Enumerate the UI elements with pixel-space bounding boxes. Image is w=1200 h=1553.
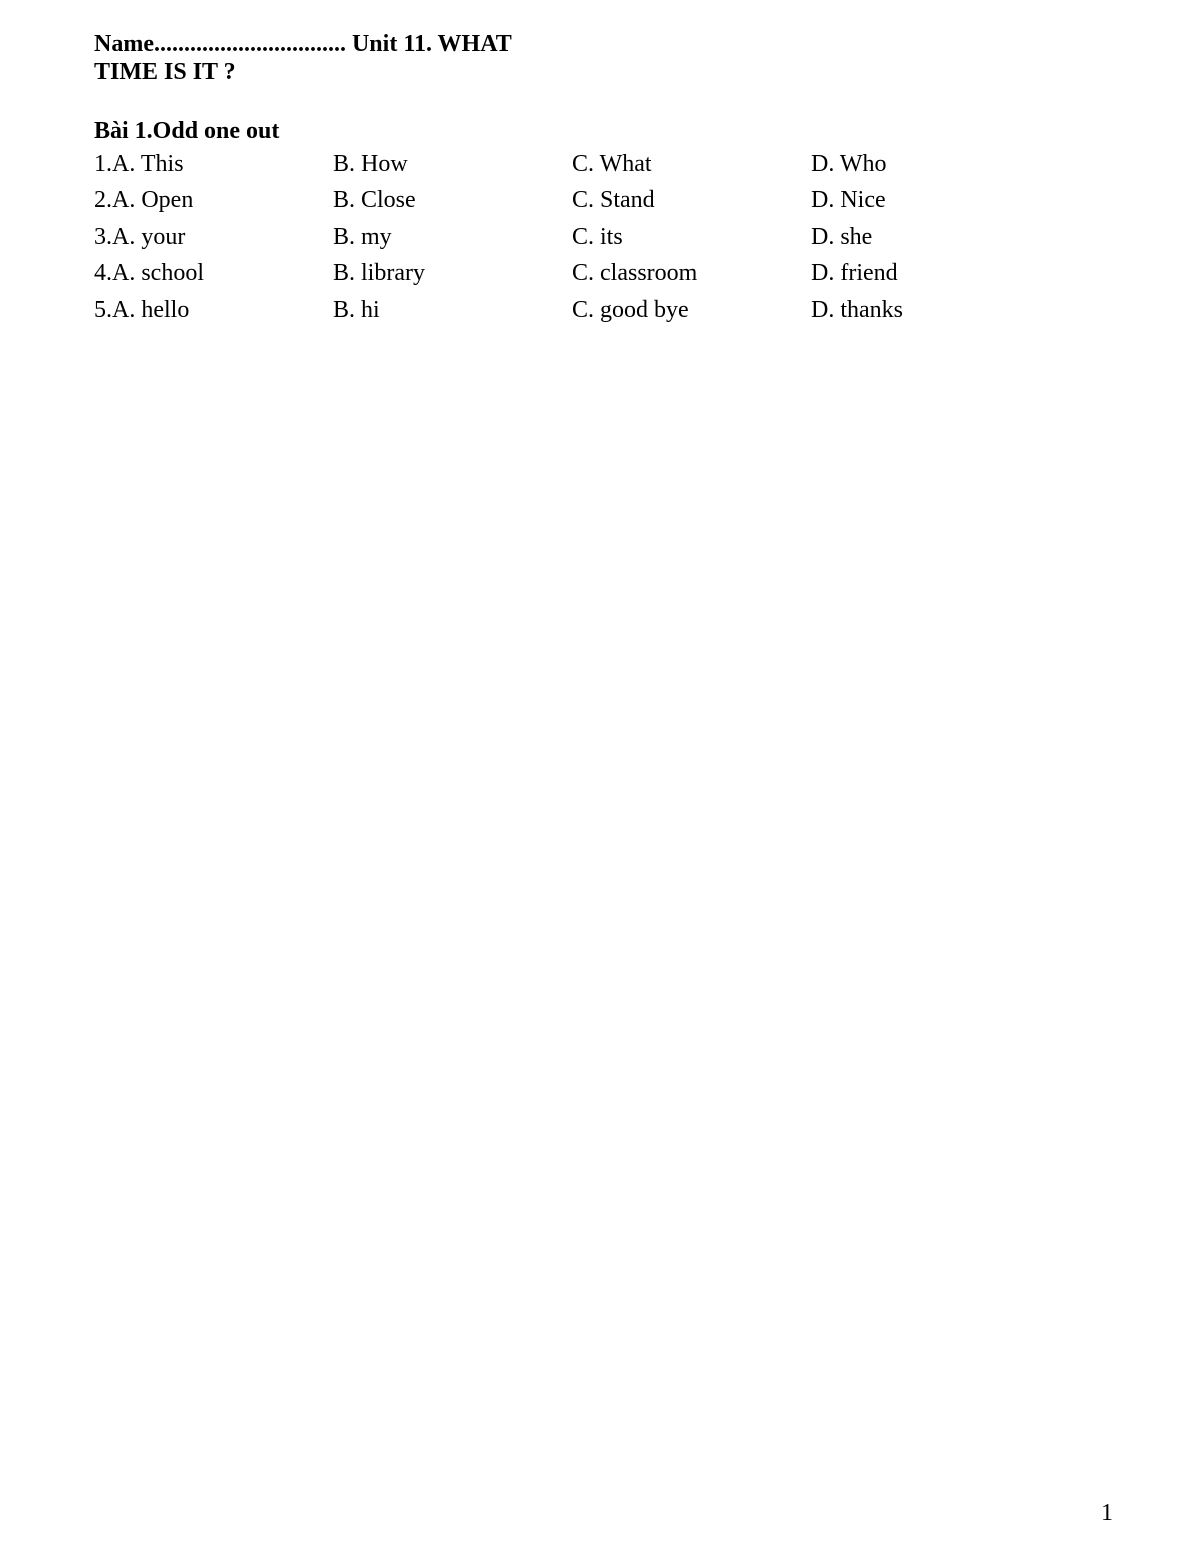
option-c: C. its (572, 223, 623, 250)
option-d: D. Who (811, 150, 887, 177)
header-unit-title-line: TIME IS IT ? (94, 59, 236, 85)
exercise-title: Bài 1.Odd one out (94, 118, 280, 144)
worksheet-header (94, 30, 512, 86)
option-d: D. thanks (811, 296, 903, 323)
option-d: D. she (811, 223, 873, 250)
question-row-2 (94, 183, 1054, 220)
option-b: B. hi (333, 296, 380, 323)
question-row-4 (94, 256, 1054, 293)
option-d: D. Nice (811, 187, 886, 214)
option-d: D. friend (811, 260, 898, 287)
option-a: 1.A. This (94, 150, 184, 177)
option-a: 2.A. Open (94, 187, 194, 214)
page-number: 1 (1101, 1500, 1113, 1526)
option-a: 5.A. hello (94, 296, 190, 323)
option-b: B. How (333, 150, 408, 177)
header-name-unit-line: Name................................ Unit 11. WHAT (94, 31, 512, 57)
option-a: 3.A. your (94, 223, 186, 250)
question-row-3 (94, 219, 1054, 256)
option-b: B. Close (333, 187, 416, 214)
option-c: C. Stand (572, 187, 655, 214)
option-c: C. classroom (572, 260, 698, 287)
option-a: 4.A. school (94, 260, 204, 287)
question-row-1 (94, 146, 1054, 183)
question-list (94, 146, 1054, 329)
option-b: B. library (333, 260, 425, 287)
option-c: C. good bye (572, 296, 689, 323)
question-row-5 (94, 292, 1054, 329)
option-c: C. What (572, 150, 652, 177)
option-b: B. my (333, 223, 392, 250)
